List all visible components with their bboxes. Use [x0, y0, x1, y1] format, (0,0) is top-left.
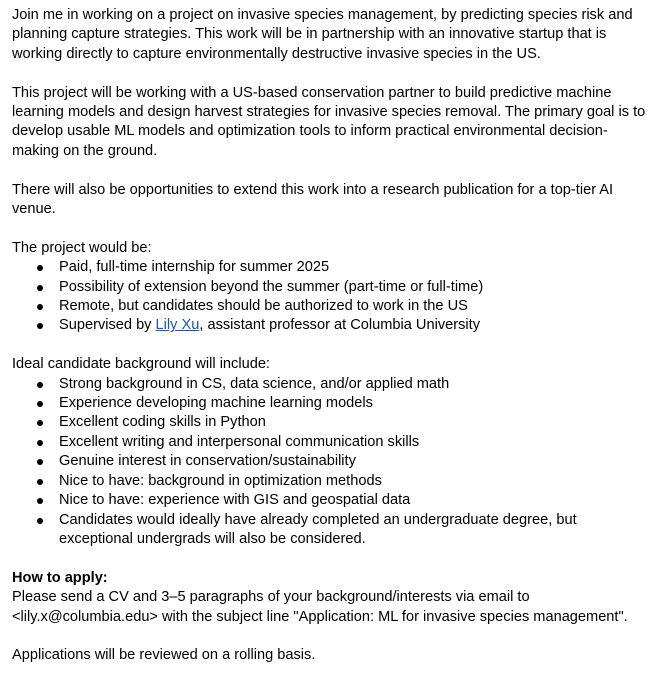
- rolling-paragraph: Applications will be reviewed on a rolling basis.: [12, 647, 316, 664]
- paragraph-gap: [12, 64, 646, 83]
- apply-paragraph: Please send a CV and 3–5 paragraphs of your background/interests via email to <lily.x@columbia.edu> with the subject line "Application: ML for invasive species management".: [12, 589, 628, 625]
- project-list-item: Possibility of extension beyond the summer (part-time or full-time): [12, 278, 646, 297]
- candidate-list-item: Candidates would ideally have already completed an undergraduate degree, but exceptional undergrads will also be considered.: [12, 511, 646, 550]
- intro-paragraph: Join me in working on a project on invasive species management, by predicting species risk and planning capture strategies. This work will be in partnership with an innovative startup that is working directly to capture environmentally destructive invasive species in the US.: [12, 7, 633, 62]
- candidate-heading: Ideal candidate background will include:: [12, 356, 270, 373]
- paragraph-gap: [12, 219, 646, 238]
- candidate-list-item: Genuine interest in conservation/sustainability: [12, 452, 646, 471]
- paragraph-gap: [12, 336, 646, 355]
- paragraph-gap: [12, 161, 646, 180]
- candidate-list-item: Excellent writing and interpersonal communication skills: [12, 433, 646, 452]
- supervisor-link[interactable]: Lily Xu: [155, 317, 200, 334]
- description-paragraph: This project will be working with a US-based conservation partner to build predictive machine learning models and design harvest strategies for invasive species removal. The primary goal is to develop usable ML models and optimization tools to inform practical environmental decision-making on the ground.: [12, 84, 646, 159]
- candidate-list: [12, 375, 646, 550]
- candidate-list-item: Excellent coding skills in Python: [12, 413, 646, 432]
- project-list-item-supervisor: [12, 316, 646, 335]
- project-list-item: Remote, but candidates should be authorized to work in the US: [12, 297, 646, 316]
- supervised-prefix: Supervised by: [59, 317, 156, 334]
- candidate-list-item: Experience developing machine learning models: [12, 394, 646, 413]
- supervised-suffix: , assistant professor at Columbia University: [199, 317, 480, 334]
- project-list: [12, 258, 646, 336]
- candidate-list-item: Strong background in CS, data science, and/or applied math: [12, 375, 646, 394]
- paragraph-gap: [12, 549, 646, 568]
- publication-paragraph: There will also be opportunities to extend this work into a research publication for a top-tier AI venue.: [12, 181, 614, 218]
- candidate-list-item: Nice to have: background in optimization methods: [12, 472, 646, 491]
- paragraph-gap: [12, 627, 646, 646]
- project-list-item: Paid, full-time internship for summer 2025: [12, 258, 646, 277]
- candidate-list-item: Nice to have: experience with GIS and geospatial data: [12, 491, 646, 510]
- apply-heading: How to apply:: [12, 569, 108, 586]
- project-heading: The project would be:: [12, 239, 152, 256]
